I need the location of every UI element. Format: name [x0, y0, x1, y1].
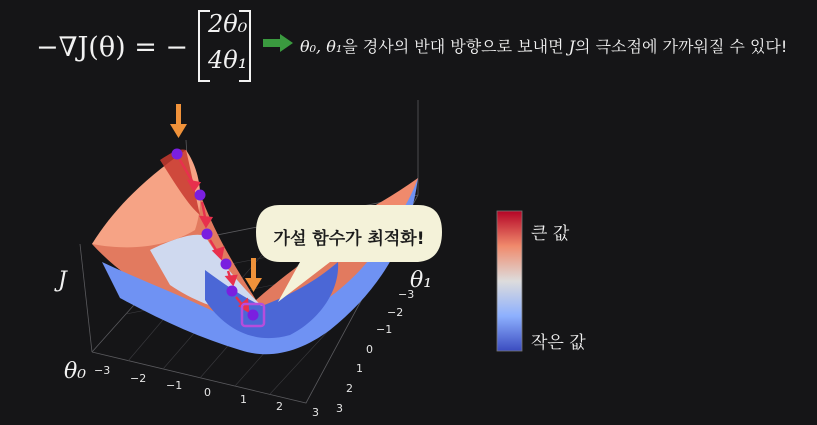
x-tick: 0: [204, 386, 211, 399]
x-tick-labels: [94, 364, 319, 419]
bubble-text: 가설 함수가 최적화!: [273, 229, 425, 249]
y-tick: 2: [346, 382, 353, 395]
x-tick: −3: [94, 364, 111, 377]
x-tick: −1: [166, 379, 183, 392]
matrix-top-entry: 2θ₀: [208, 10, 248, 38]
down-arrow-icon: [170, 104, 187, 138]
minimum-point: [248, 310, 259, 321]
colorbar: [497, 211, 522, 351]
colorbar-low-label: 작은 값: [531, 333, 586, 353]
z-axis-label: J: [58, 268, 67, 293]
colorbar-high-label: 큰 값: [531, 224, 570, 244]
descent-point: [202, 229, 213, 240]
descent-point: [195, 190, 206, 201]
descent-point: [227, 286, 238, 297]
caption-text-a: 을 경사의 반대 방향으로 보내면: [342, 37, 569, 56]
formula-lhs: −∇J(θ) = −: [36, 32, 189, 63]
caption-theta: θ₀, θ₁: [300, 37, 343, 56]
x-tick: 2: [276, 400, 283, 413]
x-tick: 1: [240, 393, 247, 406]
y-tick: 1: [356, 362, 363, 375]
matrix-bottom-entry: 4θ₁: [208, 46, 248, 74]
x-tick: 3: [312, 406, 319, 419]
y-tick: 3: [336, 402, 343, 415]
y-tick: −3: [398, 288, 415, 301]
x-tick: −2: [130, 372, 147, 385]
caption-j-symbol: J: [568, 37, 576, 56]
y-tick: −2: [387, 306, 404, 319]
z-axis-line: [80, 244, 92, 352]
y-tick: 0: [366, 343, 373, 356]
y-tick: −1: [376, 323, 393, 336]
x-axis-label: θ₀: [64, 359, 87, 384]
descent-point: [221, 259, 232, 270]
descent-point: [172, 149, 183, 160]
caption-text-b: 의 극소점에 가까워질 수 있다!: [575, 37, 788, 56]
y-axis-label: θ₁: [410, 268, 433, 293]
